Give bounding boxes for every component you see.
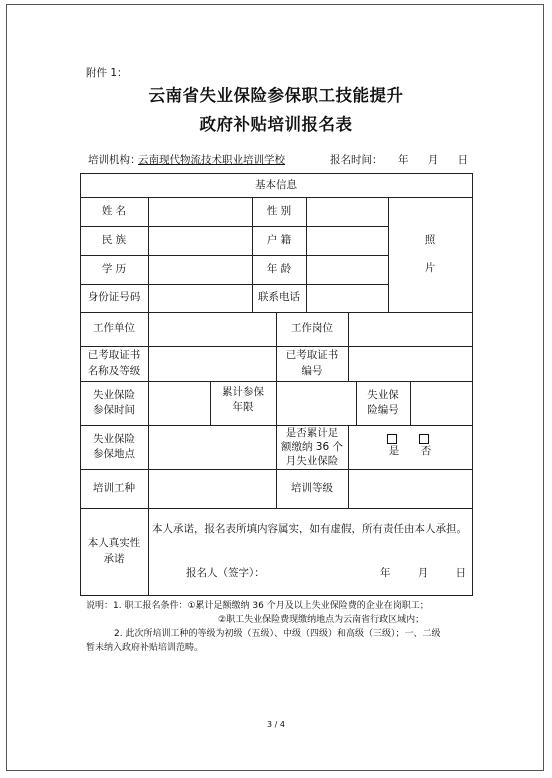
- pledge-text: 本人承诺，报名表所填内容属实，如有虚假，所有责任由本人承担。: [152, 523, 467, 535]
- form-title-line2: 政府补贴培训报名表: [199, 115, 353, 134]
- note-line-4: 暂未纳入政府补贴培训范畴。: [86, 643, 204, 653]
- no-checkbox[interactable]: [419, 434, 429, 444]
- education-label: 学 历: [101, 262, 127, 275]
- name-field[interactable]: [148, 197, 252, 226]
- training-level-label: 培训等级: [291, 481, 333, 494]
- insurance-years-field[interactable]: [276, 381, 356, 425]
- employer-label: 工作单位: [93, 322, 135, 335]
- insurance-time-field[interactable]: [148, 381, 210, 425]
- org-label: 培训机构：: [88, 154, 141, 166]
- ethnicity-field[interactable]: [148, 226, 252, 255]
- household-label: 户 籍: [266, 233, 292, 246]
- photo-label-2: 片: [424, 261, 436, 274]
- gender-field[interactable]: [306, 197, 388, 226]
- date-parts: 年 月 日: [398, 154, 469, 166]
- name-label: 姓 名: [101, 204, 127, 217]
- id-number-label: 身份证号码: [87, 291, 141, 304]
- paid-36-months-options: [348, 425, 472, 469]
- insurance-place-label: 失业保险 参保地点: [93, 432, 135, 460]
- phone-label: 联系电话: [258, 291, 300, 304]
- insurance-time-label: 失业保险 参保时间: [93, 388, 135, 416]
- pledge-label: 本人真实性 承诺: [87, 537, 141, 565]
- note-line-2: ②职工失业保险费现缴纳地点为云南省行政区域内；: [218, 615, 425, 625]
- sign-date: 年 月 日: [380, 567, 467, 579]
- paid-36-months-label: 是否累计足 额缴纳 36 个 月失业保险: [280, 426, 344, 468]
- ethnicity-label: 民 族: [101, 233, 127, 246]
- signer-label: 报名人（签字）：: [186, 567, 265, 579]
- page-number: 3 / 4: [267, 720, 285, 729]
- position-field[interactable]: [348, 312, 472, 346]
- attachment-label: 附件 1：: [86, 67, 128, 79]
- insurance-number-label: 失业保 险编号: [367, 388, 399, 416]
- insurance-number-field[interactable]: [410, 381, 472, 425]
- photo-area[interactable]: [388, 197, 472, 312]
- insurance-place-field[interactable]: [148, 425, 276, 469]
- photo-label-1: 照: [424, 234, 436, 247]
- training-type-label: 培训工种: [93, 481, 135, 494]
- note-line-3: 2. 此次所培训工种的等级为初级（五级）、中级（四级）和高级（三级）；一、二级: [114, 629, 441, 639]
- household-field[interactable]: [306, 226, 388, 255]
- cert-number-field[interactable]: [348, 346, 472, 381]
- option-no[interactable]: 否: [419, 434, 433, 459]
- employer-field[interactable]: [148, 312, 276, 346]
- education-field[interactable]: [148, 255, 252, 284]
- training-type-field[interactable]: [148, 469, 276, 508]
- note-line-1: 说明：1. 职工报名条件：①累计足额缴纳 36 个月及以上失业保险费的企业在岗职工；: [86, 601, 429, 611]
- option-yes[interactable]: 是: [387, 434, 401, 459]
- insurance-years-label: 累计参保 年限: [222, 386, 264, 414]
- training-level-field[interactable]: [348, 469, 472, 508]
- age-label: 年 龄: [266, 262, 292, 275]
- section-title: 基本信息: [255, 178, 297, 191]
- certs-obtained-label: 已考取证书 名称及等级: [87, 349, 141, 377]
- position-label: 工作岗位: [291, 322, 333, 335]
- date-label: 报名时间：: [330, 154, 383, 166]
- certs-obtained-field[interactable]: [148, 346, 276, 381]
- gender-label: 性 别: [266, 204, 292, 217]
- age-field[interactable]: [306, 255, 388, 284]
- org-value: 云南现代物流技术职业培训学校: [138, 154, 285, 166]
- form-title-line1: 云南省失业保险参保职工技能提升: [148, 86, 404, 105]
- phone-field[interactable]: [306, 284, 388, 312]
- id-number-field[interactable]: [148, 284, 252, 312]
- yes-checkbox[interactable]: [387, 434, 397, 444]
- cert-number-label: 已考取证书 编号: [285, 349, 339, 377]
